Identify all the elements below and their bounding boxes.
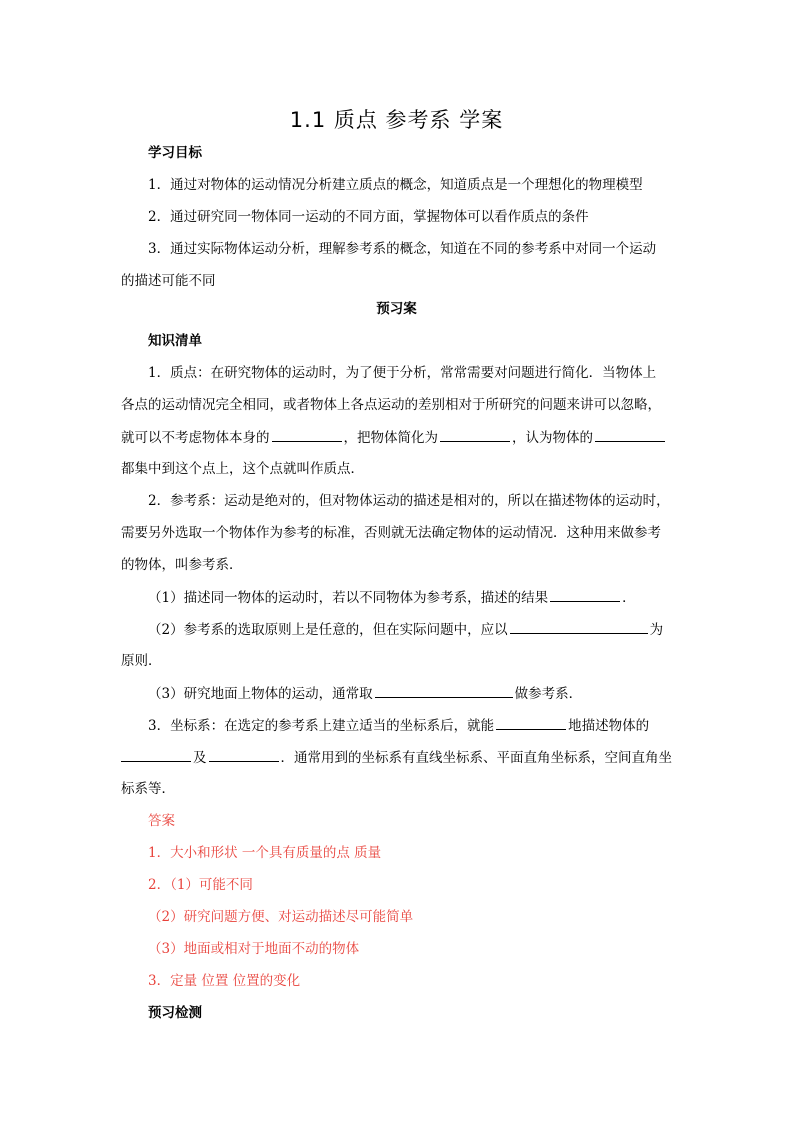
answer-line: （3）地面或相对于地面不动的物体 [148,941,360,957]
answer-line: 3．定量 位置 位置的变化 [148,973,301,989]
paragraph-line: 的物体，叫参考系． [121,557,243,573]
paragraph-line: 标系等． [121,781,175,797]
paragraph-line: 1．质点：在研究物体的运动时，为了便于分析，常常需要对问题进行简化．当物体上 [148,365,657,381]
text-segment: ，把物体简化为 [343,430,438,446]
text-segment: 为 [649,622,664,638]
text-segment: （1）描述同一物体的运动时，若以不同物体为参考系，描述的结果 [148,590,549,606]
paragraph-line: 需要另外选取一个物体作为参考的标准，否则就无法确定物体的运动情况．这种用来做参考 [121,525,661,541]
goal-item-continued: 的描述可能不同 [121,273,216,289]
fill-blank [496,715,566,730]
text-segment: （3）研究地面上物体的运动，通常取 [148,686,373,702]
answer-line: （2）研究问题方便、对运动描述尽可能简单 [148,909,414,925]
fill-blank [510,619,648,634]
paragraph-line [148,683,582,704]
paragraph-line: 原则． [121,653,162,669]
goal-item: 3．通过实际物体运动分析，理解参考系的概念，知道在不同的参考系中对同一个运动 [148,241,657,257]
text-segment: 做参考系． [514,686,583,702]
paragraph-line [148,619,663,640]
knowledge-heading: 知识清单 [148,333,202,349]
paragraph-line: 都集中到这个点上，这个点就叫作质点． [121,461,364,477]
preview-heading: 预习案 [376,301,417,317]
preview-check-heading: 预习检测 [148,1005,202,1021]
paragraph-line: 各点的运动情况完全相同，或者物体上各点运动的差别相对于所研究的问题来讲可以忽略， [121,397,661,413]
paragraph-line: 2．参考系：运动是绝对的，但对物体运动的描述是相对的，所以在描述物体的运动时， [148,493,670,509]
section-heading-goals: 学习目标 [148,145,202,161]
answer-line: 2．（1）可能不同 [148,877,253,893]
fill-blank [440,427,510,442]
text-segment: 及 [193,750,207,766]
text-segment: （2）参考系的选取原则上是任意的，但在实际问题中，应以 [148,622,508,638]
paragraph-line [148,715,649,736]
text-segment: ． [622,590,636,606]
text-segment: ，认为物体的 [512,430,593,446]
fill-blank [375,683,513,698]
text-segment: 3．坐标系：在选定的参考系上建立适当的坐标系后，就能 [148,718,495,734]
paragraph-line [148,587,636,608]
answer-line: 1．大小和形状 一个具有质量的点 质量 [148,845,382,861]
page-title: 1.1 质点 参考系 学案 [289,108,504,132]
fill-blank [209,747,279,762]
fill-blank [550,587,620,602]
paragraph-line [121,427,667,448]
fill-blank [272,427,342,442]
text-segment: 地描述物体的 [568,718,650,734]
goal-item: 1．通过对物体的运动情况分析建立质点的概念，知道质点是一个理想化的物理模型 [148,177,643,193]
text-segment: ．通常用到的坐标系有直线坐标系、平面直角坐标系，空间直角坐 [280,750,672,766]
fill-blank [121,747,191,762]
paragraph-line [121,747,672,768]
goal-item: 2．通过研究同一物体同一运动的不同方面，掌握物体可以看作质点的条件 [148,209,589,225]
text-segment: 就可以不考虑物体本身的 [121,430,270,446]
fill-blank [595,427,665,442]
answer-label: 答案 [148,813,175,829]
